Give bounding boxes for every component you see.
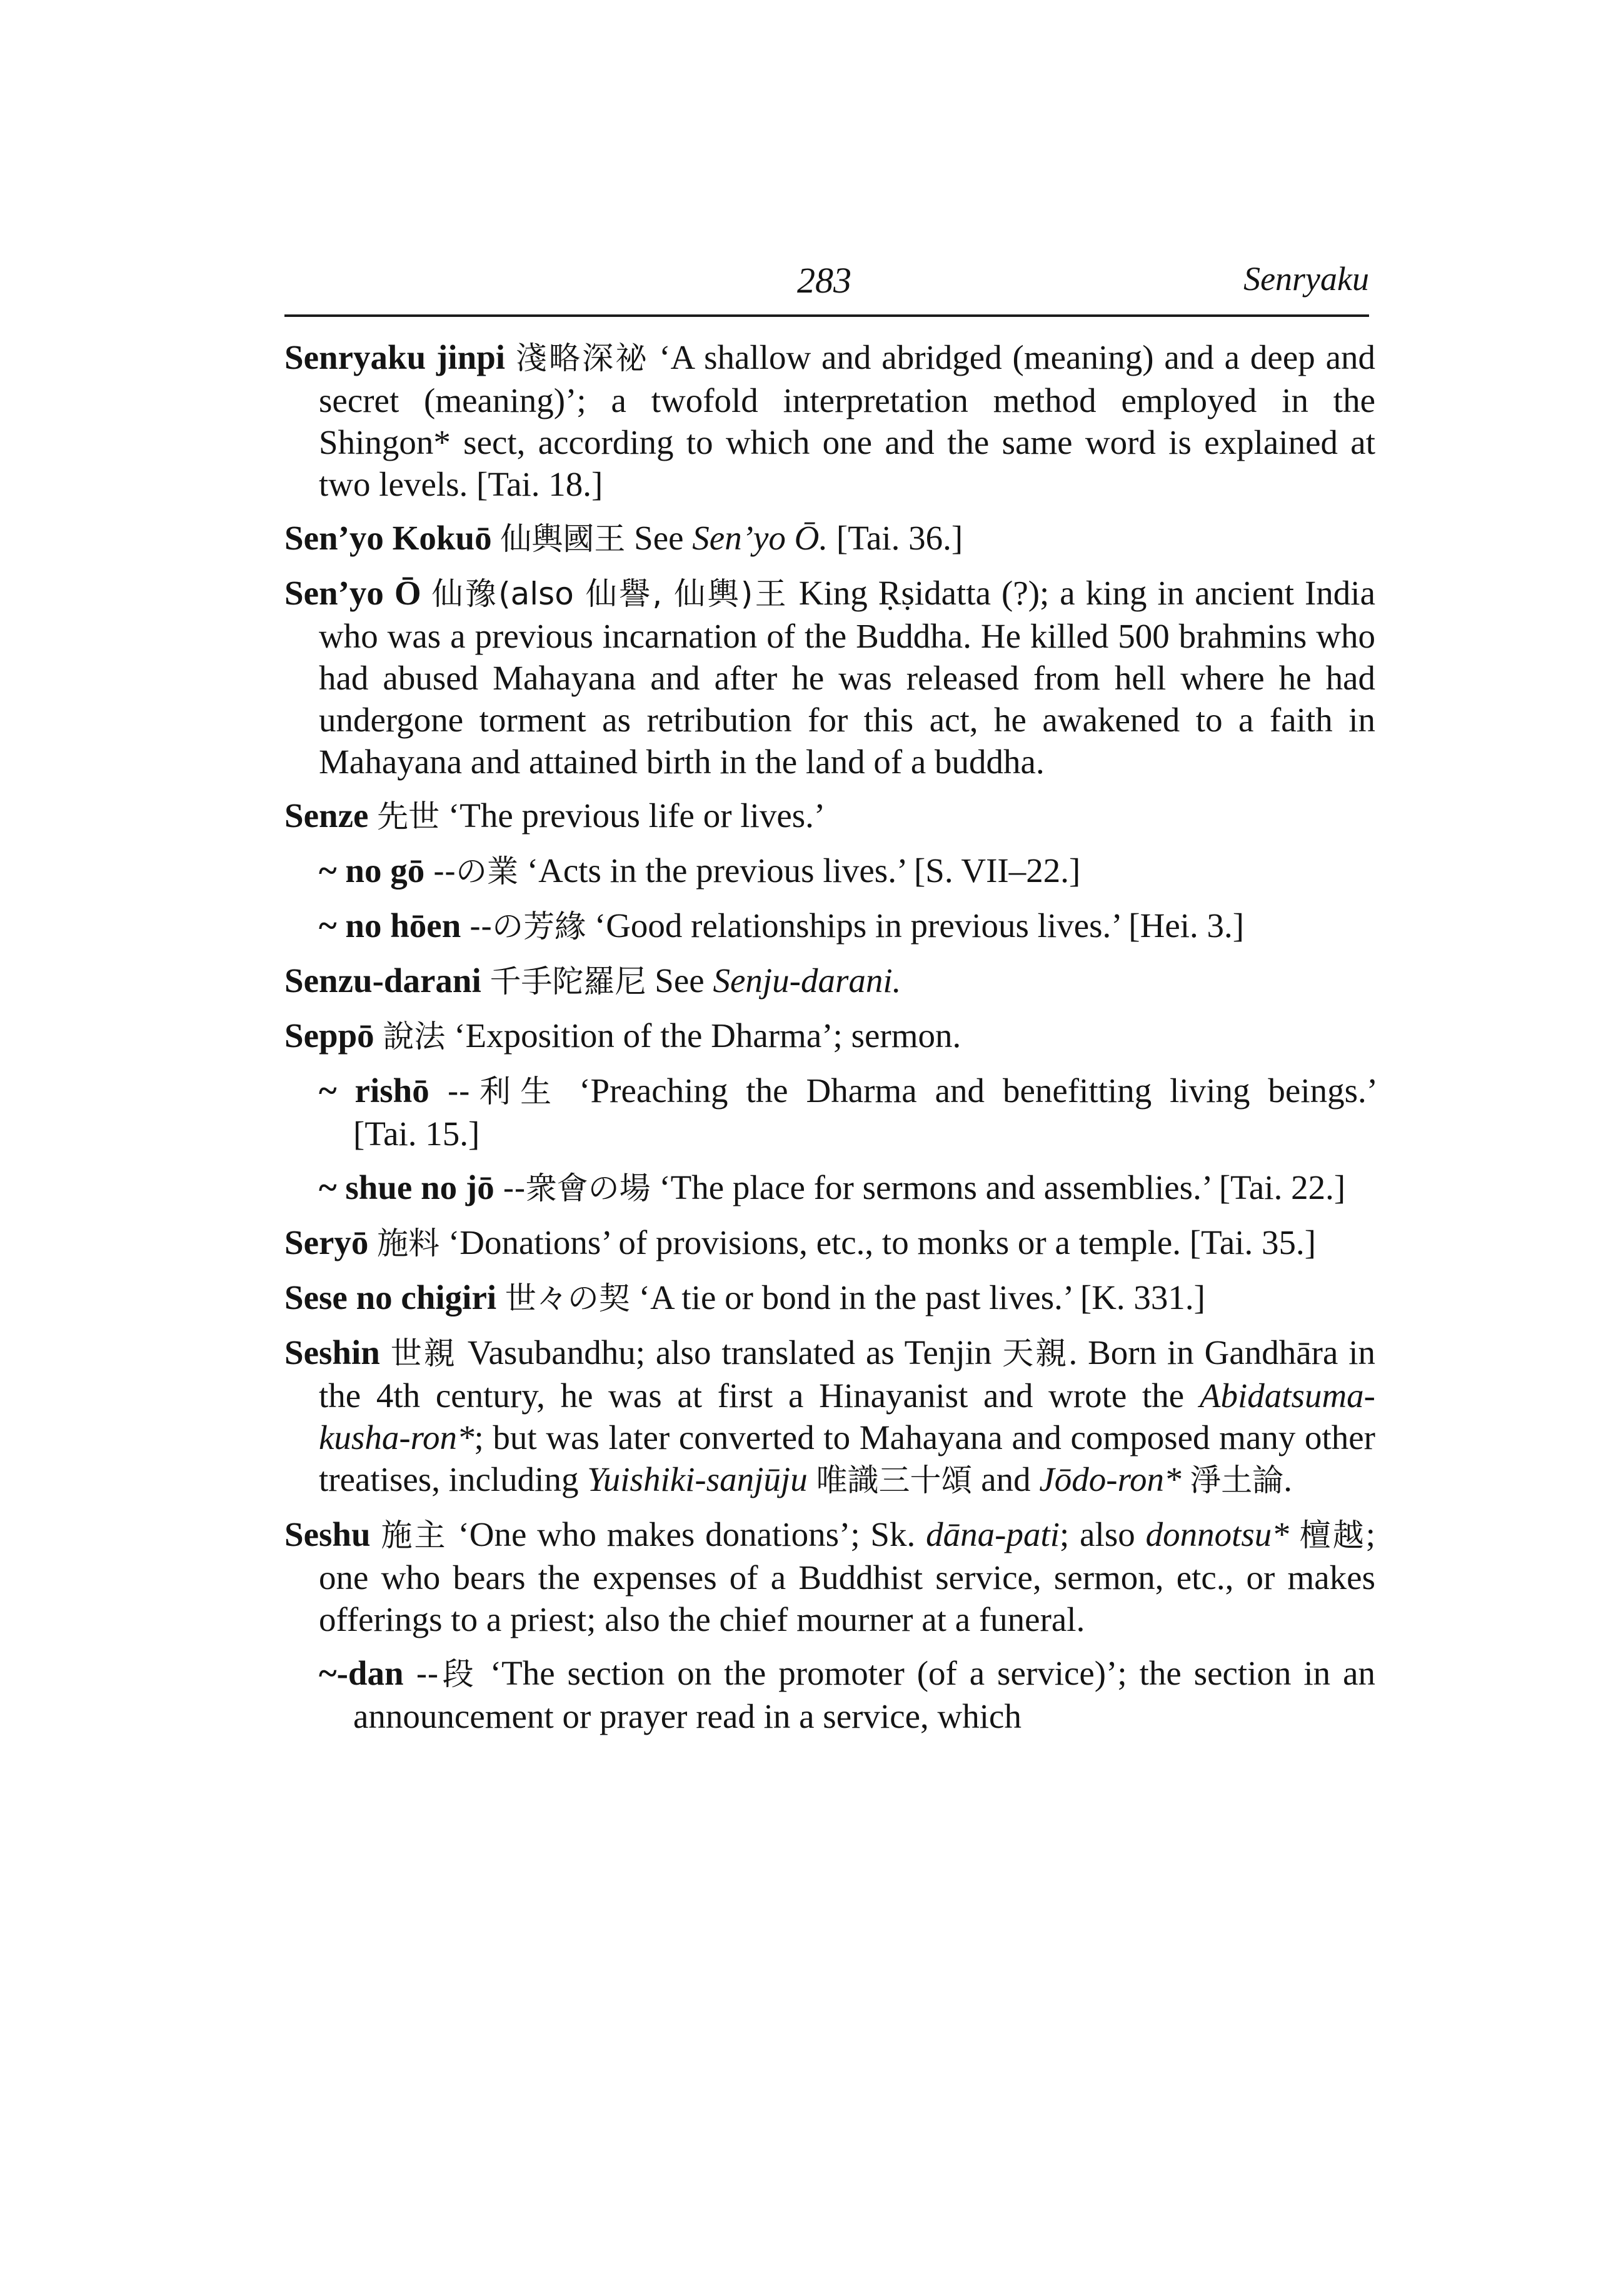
reference: [Tai. 18.] — [476, 465, 603, 503]
headword: Senze — [284, 796, 369, 835]
entry-sese-no-chigiri — [284, 1276, 1375, 1320]
headword: ~ rishō — [319, 1071, 429, 1110]
headword: Seryō — [284, 1223, 369, 1261]
reference: [Tai. 35.] — [1189, 1223, 1317, 1261]
headword: Seshin — [284, 1333, 380, 1371]
kanji: 仙豫(also 仙譽, 仙輿)王 — [431, 576, 788, 612]
headword: Seshu — [284, 1515, 371, 1553]
entry-senyo-o — [284, 572, 1375, 783]
kanji: 世々の契 — [504, 1280, 630, 1316]
italic-term: Jōdo-ron* — [1039, 1460, 1182, 1498]
definition: King Ṛṣidatta (?); a king in ancient India who was a previous incarnation of the Buddha. He killed 500 brahmins who had abused Mahayana and after he was released from hell where he had undergone torment as retribution for this act, he awakened to a faith in Mahayana and attained birth in the land of a buddha. — [319, 574, 1376, 781]
definition-part: and — [981, 1460, 1031, 1498]
see-label: See — [655, 961, 705, 1000]
definition-part: . Born in Gandhāra in the 4th century, he was at first a Hinayanist and wrote the — [319, 1333, 1376, 1415]
italic-term: dāna-pati — [926, 1515, 1060, 1553]
entry-seshin — [284, 1331, 1375, 1501]
definition-part: ; also — [1060, 1515, 1135, 1553]
kanji: --利生 — [447, 1073, 561, 1110]
definition: ‘Donations’ of provisions, etc., to monks or a temple. — [448, 1223, 1182, 1261]
kanji: 淺略深祕 — [515, 340, 649, 376]
headword: ~-dan — [319, 1654, 404, 1692]
definition: ‘Exposition of the Dharma’; sermon. — [454, 1016, 961, 1055]
reference: [S. VII–22.] — [913, 851, 1081, 890]
entry-senryaku-jinpi — [284, 336, 1375, 505]
headword: Sen’yo Ō — [284, 574, 421, 612]
headword: Sese no chigiri — [284, 1278, 497, 1316]
entry-senyo-kokuo — [284, 517, 1375, 560]
headword: ~ no gō — [319, 851, 425, 890]
kanji: 說法 — [383, 1018, 446, 1055]
subentry-shue-no-jo — [284, 1166, 1375, 1210]
page-number: 283 — [797, 260, 851, 301]
reference: [K. 331.] — [1080, 1278, 1205, 1316]
definition-part: Vasubandhu; also translated as Tenjin — [467, 1333, 992, 1371]
definition: ‘The section on the promoter (of a service)’; the section in an announcement or prayer read in a service, which — [353, 1654, 1375, 1735]
definition-part: ; but was later converted to Mahayana and composed many other treatises, including — [319, 1418, 1375, 1498]
kanji: 世親 — [390, 1335, 457, 1371]
cross-reference: Senju-darani. — [713, 961, 901, 1000]
italic-term: Abidatsuma-kusha-ron* — [319, 1376, 1375, 1456]
entry-seryo — [284, 1221, 1375, 1265]
headword: Senzu-darani — [284, 961, 481, 1000]
reference: [Tai. 15.] — [353, 1115, 480, 1153]
italic-term: Yuishiki-sanjūju — [587, 1460, 808, 1498]
headword: Sen’yo Kokuō — [284, 519, 492, 557]
kanji: 施主 — [381, 1517, 448, 1553]
kanji: 千手陀羅尼 — [489, 963, 646, 1000]
kanji: 天親 — [1002, 1335, 1069, 1371]
italic-term: donnotsu* — [1145, 1515, 1289, 1553]
entry-seppo — [284, 1015, 1375, 1058]
definition-part: . — [1283, 1460, 1292, 1498]
kanji: --段 — [416, 1656, 478, 1692]
definition: ‘The place for sermons and assemblies.’ — [659, 1168, 1211, 1206]
kanji: 仙輿國王 — [500, 521, 626, 557]
header-rule — [284, 314, 1369, 317]
definition: ‘A shallow and abridged (meaning) and a deep and secret (meaning)’; a twofold interpretation method employed in the Shingon* sect, according to which one and the same word is explained at two levels. — [319, 338, 1376, 503]
kanji: --衆會の場 — [503, 1170, 651, 1206]
entry-senzu-darani — [284, 960, 1375, 1003]
see-label: See — [634, 519, 684, 557]
definition-part: ; one who bears the expenses of a Buddhist service, sermon, etc., or makes offerings to a priest; also the chief mourner at a funeral. — [319, 1515, 1376, 1638]
definition: ‘The previous life or lives.’ — [448, 796, 826, 835]
reference: [Hei. 3.] — [1128, 906, 1245, 945]
reference: [Tai. 36.] — [836, 519, 963, 557]
headword: Senryaku jinpi — [284, 338, 506, 376]
subentry-no-go — [284, 850, 1375, 893]
definition: ‘Acts in the previous lives.’ — [526, 851, 906, 890]
headword: ~ no hōen — [319, 906, 461, 945]
kanji: --の業 — [433, 853, 519, 890]
subentry-no-hoen — [284, 905, 1375, 948]
running-head: Senryaku — [1243, 260, 1369, 298]
definition-part: ‘One who makes donations’; Sk. — [458, 1515, 916, 1553]
kanji: --の芳緣 — [469, 908, 586, 945]
kanji: 檀越 — [1299, 1517, 1366, 1553]
definition: ‘A tie or bond in the past lives.’ — [638, 1278, 1072, 1316]
entry-seshu — [284, 1513, 1375, 1640]
headword: Seppō — [284, 1016, 374, 1055]
headword: ~ shue no jō — [319, 1168, 494, 1206]
subentry-dan — [284, 1652, 1375, 1737]
entry-list — [284, 336, 1375, 1749]
reference: [Tai. 22.] — [1218, 1168, 1346, 1206]
kanji: 施料 — [377, 1225, 440, 1261]
cross-reference: Sen’yo Ō. — [692, 519, 828, 557]
definition: ‘Preaching the Dharma and benefitting living beings.’ — [579, 1071, 1375, 1110]
entry-senze — [284, 795, 1375, 838]
definition: ‘Good relationships in previous lives.’ — [594, 906, 1120, 945]
kanji: 先世 — [377, 798, 440, 835]
page-header — [284, 247, 1369, 316]
subentry-risho — [284, 1070, 1375, 1155]
kanji: 唯識三十頌 — [816, 1462, 973, 1498]
kanji: 淨土論 — [1190, 1462, 1284, 1498]
